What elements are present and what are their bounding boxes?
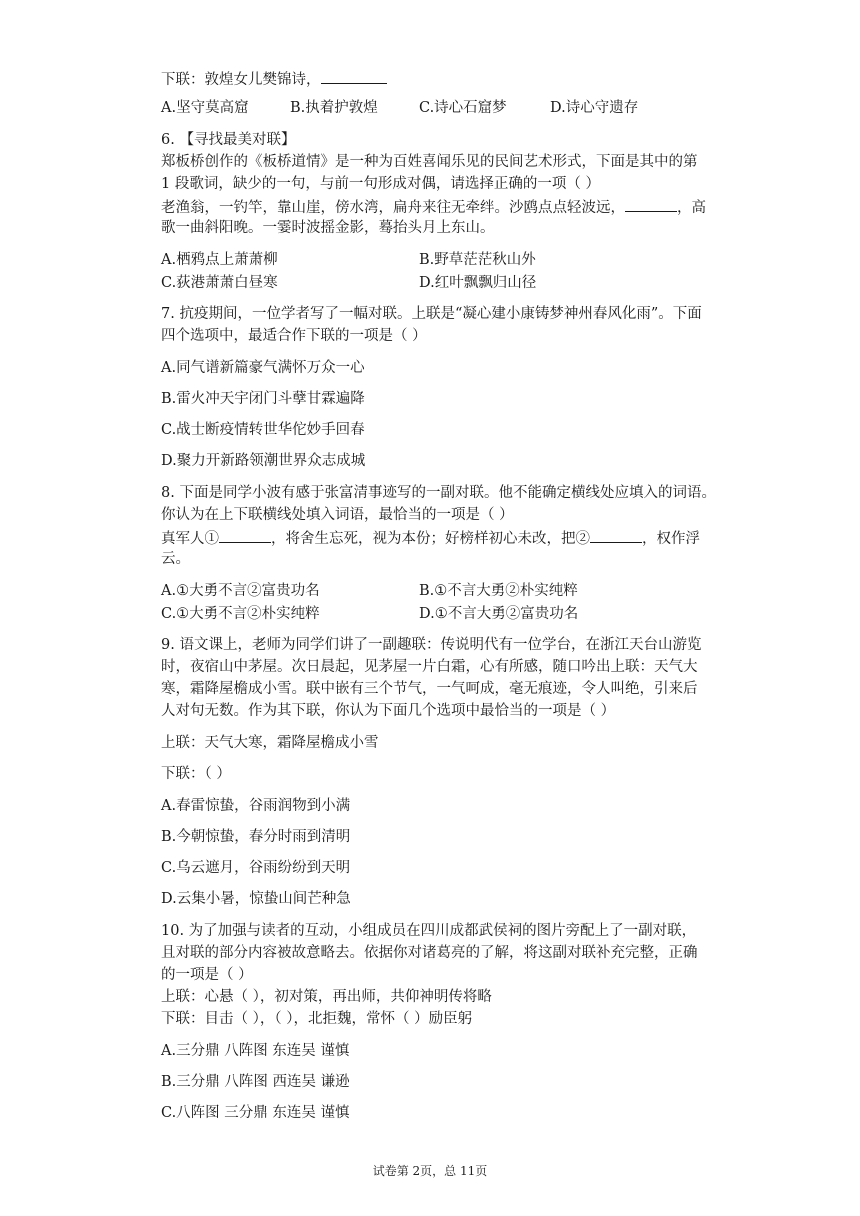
q9-option-d: D.云集小暑，惊蛰山间芒种急 xyxy=(161,891,351,907)
q7-stem-line: 7. 抗疫期间，一位学者写了一幅对联。上联是“凝心建小康铸梦神州春风化雨”。下面 xyxy=(161,306,702,322)
q9-option-a: A.春雷惊蛰，谷雨润物到小满 xyxy=(161,798,351,814)
q8-option-d: D.①不言大勇②富贵功名 xyxy=(419,606,579,622)
q8-stem-line: 你认为在上下联横线处填入词语，最恰当的一项是（ ） xyxy=(161,507,514,523)
q7-option-d: D.聚力开新路领潮世界众志成城 xyxy=(161,453,366,469)
q6-stem-line: 1 段歌词，缺少的一句，与前一句形成对偶，请选择正确的一项（ ） xyxy=(161,176,600,192)
q10-stem-line: 且对联的部分内容被故意略去。依据你对诸葛亮的了解，将这副对联补充完整，正确 xyxy=(161,945,698,961)
q8-option-c: C.①大勇不言②朴实纯粹 xyxy=(161,606,320,622)
q9-shanglian: 上联：天气大寒，霜降屋檐成小雪 xyxy=(161,735,379,751)
q7-option-b: B.雷火冲天宇闭门斗孽甘霖遍降 xyxy=(161,391,365,407)
q6-option-b: B.野草茫茫秋山外 xyxy=(419,252,536,268)
q6-option-a: A.栖鸦点上萧萧柳 xyxy=(161,252,278,268)
answer-blank xyxy=(625,196,677,212)
q8-stem-line: 真军人① ，将舍生忘死，视为本份；好榜样初心未改，把② ，权作浮 xyxy=(161,527,700,549)
answer-blank xyxy=(321,68,387,84)
q8-option-b: B.①不言大勇②朴实纯粹 xyxy=(419,583,578,599)
q6-title: 6. 【寻找最美对联】 xyxy=(161,132,296,148)
q5-xialian: 下联：敦煌女儿樊锦诗， xyxy=(161,68,387,90)
q10-option-c: C.八阵图 三分鼎 东连吴 谨慎 xyxy=(161,1105,350,1121)
q5-option-d: D.诗心守遗存 xyxy=(550,100,639,116)
q10-xialian: 下联：目击（ ），（ ），北拒魏，常怀（ ）励臣躬 xyxy=(161,1011,473,1027)
q10-shanglian: 上联：心悬（ ），初对策，再出师，共仰神明传将略 xyxy=(161,989,492,1005)
q6-option-d: D.红叶飘飘归山径 xyxy=(419,275,537,291)
q5-option-a: A.坚守莫高窟 xyxy=(161,100,249,116)
q8-option-a: A.①大勇不言②富贵功名 xyxy=(161,583,320,599)
page-footer: 试卷第 2页，总 11页 xyxy=(372,1164,488,1178)
q9-stem-line: 人对句无数。作为其下联，你认为下面几个选项中最恰当的一项是（ ） xyxy=(161,703,616,719)
q5-option-b: B.执着护敦煌 xyxy=(290,100,378,116)
q9-option-c: C.乌云遮月，谷雨纷纷到天明 xyxy=(161,860,351,876)
q6-stem-line: 老渔翁，一钓竿，靠山崖，傍水湾，扁舟来往无牵绊。沙鸥点点轻波远， ，高 xyxy=(161,196,706,218)
q6-option-c: C.荻港萧萧白昼寒 xyxy=(161,275,278,291)
q6-stem-line: 郑板桥创作的《板桥道情》是一种为百姓喜闻乐见的民间艺术形式，下面是其中的第 xyxy=(161,154,698,170)
q10-stem-line: 的一项是（ ） xyxy=(161,967,253,983)
q7-option-a: A.同气谱新篇豪气满怀万众一心 xyxy=(161,360,365,376)
q5-option-c: C.诗心石窟梦 xyxy=(419,100,507,116)
q9-stem-line: 时，夜宿山中茅屋。次日晨起，见茅屋一片白霜，心有所感，随口吟出上联：天气大 xyxy=(161,659,698,675)
q7-stem-line: 四个选项中，最适合作下联的一项是（ ） xyxy=(161,328,427,344)
q9-stem-line: 寒，霜降屋檐成小雪。联中嵌有三个节气，一气呵成，毫无痕迹，令人叫绝，引来后 xyxy=(161,681,698,697)
answer-blank xyxy=(219,527,271,543)
q10-option-a: A.三分鼎 八阵图 东连吴 谨慎 xyxy=(161,1043,350,1059)
q10-option-b: B.三分鼎 八阵图 西连吴 谦逊 xyxy=(161,1074,350,1090)
answer-blank xyxy=(590,527,642,543)
q9-stem-line: 9. 语文课上，老师为同学们讲了一副趣联：传说明代有一位学台，在浙江天台山游览 xyxy=(161,637,702,653)
q7-option-c: C.战士断疫情转世华佗妙手回春 xyxy=(161,422,365,438)
q8-stem-line: 8. 下面是同学小波有感于张富清事迹写的一副对联。他不能确定横线处应填入的词语。 xyxy=(161,485,716,501)
q6-stem-line: 歌一曲斜阳晚。一霎时波摇金影，蓦抬头月上东山。 xyxy=(161,220,495,236)
q10-stem-line: 10. 为了加强与读者的互动，小组成员在四川成都武侯祠的图片旁配上了一副对联， xyxy=(161,923,697,939)
q8-stem-line: 云。 xyxy=(161,551,190,567)
q9-option-b: B.今朝惊蛰，春分时雨到清明 xyxy=(161,829,351,845)
q9-xialian: 下联：（ ） xyxy=(161,766,231,782)
